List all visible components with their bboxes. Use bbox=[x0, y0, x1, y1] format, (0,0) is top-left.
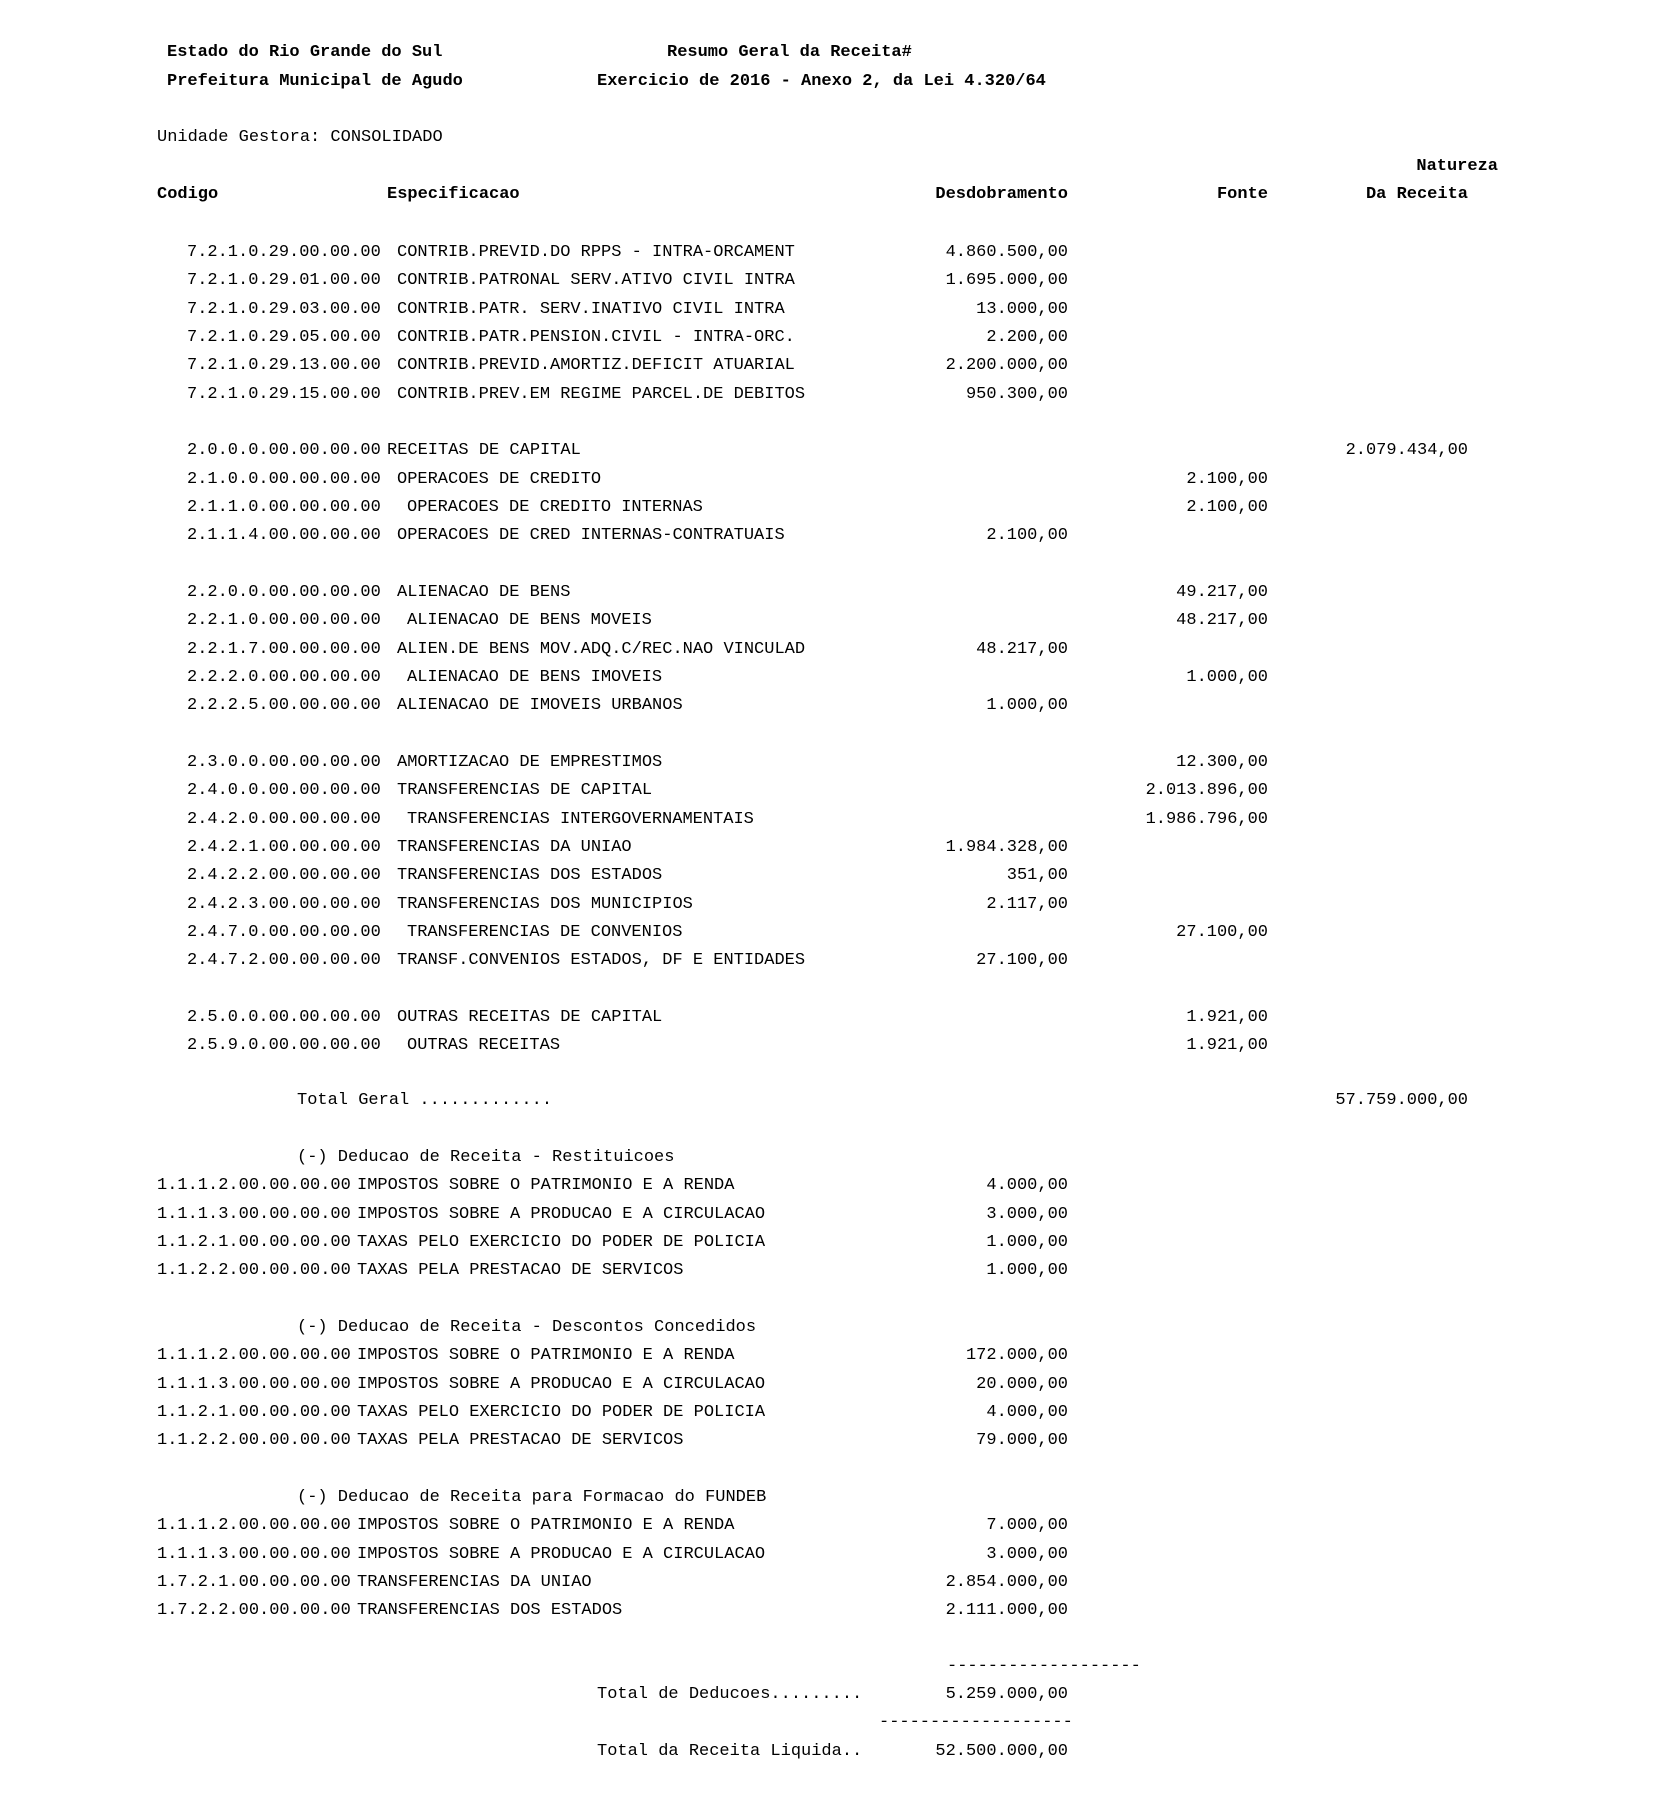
deducao-valor: 1.000,00 bbox=[986, 1232, 1068, 1252]
deducao-valor: 2.854.000,00 bbox=[945, 1572, 1068, 1592]
row-fonte: 12.300,00 bbox=[1176, 753, 1268, 772]
deducao-especificacao: TRANSFERENCIAS DA UNIAO bbox=[357, 1572, 592, 1592]
row-code: 2.3.0.0.00.00.00.00 bbox=[187, 753, 381, 772]
total-geral-value: 57.759.000,00 bbox=[1335, 1091, 1468, 1110]
row-code: 7.2.1.0.29.00.00.00 bbox=[187, 243, 381, 262]
deducao-valor: 3.000,00 bbox=[986, 1544, 1068, 1564]
col-especificacao: Especificacao bbox=[387, 185, 520, 204]
deducao-code: 1.1.1.3.00.00.00.00 bbox=[157, 1374, 351, 1394]
row-especificacao: TRANSFERENCIAS DE CAPITAL bbox=[397, 781, 653, 800]
org-line-1: Estado do Rio Grande do Sul bbox=[167, 43, 443, 62]
total-deducoes-label: Total de Deducoes......... bbox=[597, 1685, 863, 1704]
row-desdobramento: 2.200.000,00 bbox=[945, 356, 1068, 375]
deducao-especificacao: TAXAS PELA PRESTACAO DE SERVICOS bbox=[357, 1431, 684, 1451]
row-code: 2.2.1.0.00.00.00.00 bbox=[187, 611, 381, 630]
unidade-gestora: Unidade Gestora: CONSOLIDADO bbox=[157, 128, 443, 147]
row-desdobramento: 351,00 bbox=[1006, 866, 1068, 885]
row-code: 2.0.0.0.00.00.00.00 bbox=[187, 441, 381, 460]
deducao-code: 1.7.2.1.00.00.00.00 bbox=[157, 1572, 351, 1592]
row-code: 2.4.0.0.00.00.00.00 bbox=[187, 781, 381, 800]
row-code: 7.2.1.0.29.13.00.00 bbox=[187, 356, 381, 375]
row-especificacao: CONTRIB.PREV.EM REGIME PARCEL.DE DEBITOS bbox=[397, 385, 806, 404]
row-especificacao: TRANSFERENCIAS INTERGOVERNAMENTAIS bbox=[407, 810, 754, 829]
row-especificacao: OPERACOES DE CRED INTERNAS-CONTRATUAIS bbox=[397, 526, 785, 545]
deducao-especificacao: IMPOSTOS SOBRE A PRODUCAO E A CIRCULACAO bbox=[357, 1204, 766, 1224]
row-fonte: 49.217,00 bbox=[1176, 583, 1268, 602]
deducao-especificacao: IMPOSTOS SOBRE O PATRIMONIO E A RENDA bbox=[357, 1176, 735, 1196]
row-desdobramento: 1.000,00 bbox=[986, 696, 1068, 715]
deducao-especificacao: TRANSFERENCIAS DOS ESTADOS bbox=[357, 1601, 623, 1621]
total-liquida-value: 52.500.000,00 bbox=[935, 1742, 1068, 1761]
row-code: 2.4.2.3.00.00.00.00 bbox=[187, 895, 381, 914]
deducao-section-title: (-) Deducao de Receita - Restituicoes bbox=[297, 1148, 675, 1167]
row-fonte: 27.100,00 bbox=[1176, 923, 1268, 942]
row-especificacao: ALIENACAO DE IMOVEIS URBANOS bbox=[397, 696, 683, 715]
row-desdobramento: 27.100,00 bbox=[976, 951, 1068, 970]
row-fonte: 48.217,00 bbox=[1176, 611, 1268, 630]
deducao-code: 1.1.2.1.00.00.00.00 bbox=[157, 1402, 351, 1422]
col-codigo: Codigo bbox=[157, 185, 219, 204]
row-code: 2.2.2.0.00.00.00.00 bbox=[187, 668, 381, 687]
row-especificacao: OUTRAS RECEITAS DE CAPITAL bbox=[397, 1008, 663, 1027]
row-especificacao: TRANSFERENCIAS DOS ESTADOS bbox=[397, 866, 663, 885]
row-code: 2.4.7.2.00.00.00.00 bbox=[187, 951, 381, 970]
deducao-valor: 79.000,00 bbox=[976, 1431, 1068, 1451]
row-code: 2.4.2.2.00.00.00.00 bbox=[187, 866, 381, 885]
row-code: 2.2.2.5.00.00.00.00 bbox=[187, 696, 381, 715]
deducao-valor: 4.000,00 bbox=[986, 1402, 1068, 1422]
row-code: 2.2.0.0.00.00.00.00 bbox=[187, 583, 381, 602]
col-natureza-2: Da Receita bbox=[1365, 185, 1468, 204]
row-code: 2.2.1.7.00.00.00.00 bbox=[187, 640, 381, 659]
row-especificacao: CONTRIB.PATR. SERV.INATIVO CIVIL INTRA bbox=[397, 300, 785, 319]
row-code: 2.1.1.0.00.00.00.00 bbox=[187, 498, 381, 517]
row-code: 2.4.2.1.00.00.00.00 bbox=[187, 838, 381, 857]
col-fonte: Fonte bbox=[1216, 185, 1268, 204]
deducao-code: 1.7.2.2.00.00.00.00 bbox=[157, 1601, 351, 1621]
deducao-especificacao: TAXAS PELA PRESTACAO DE SERVICOS bbox=[357, 1261, 684, 1281]
row-code: 7.2.1.0.29.15.00.00 bbox=[187, 385, 381, 404]
deducao-valor: 3.000,00 bbox=[986, 1204, 1068, 1224]
deducao-code: 1.1.2.1.00.00.00.00 bbox=[157, 1232, 351, 1252]
row-especificacao: CONTRIB.PREVID.AMORTIZ.DEFICIT ATUARIAL bbox=[397, 356, 795, 375]
row-especificacao: OUTRAS RECEITAS bbox=[407, 1036, 561, 1055]
deducao-code: 1.1.1.3.00.00.00.00 bbox=[157, 1204, 351, 1224]
row-fonte: 2.100,00 bbox=[1186, 470, 1268, 489]
row-fonte: 1.000,00 bbox=[1186, 668, 1268, 687]
row-especificacao: ALIENACAO DE BENS MOVEIS bbox=[407, 611, 652, 630]
deducao-especificacao: IMPOSTOS SOBRE A PRODUCAO E A CIRCULACAO bbox=[357, 1544, 766, 1564]
row-desdobramento: 950.300,00 bbox=[965, 385, 1068, 404]
row-code: 7.2.1.0.29.03.00.00 bbox=[187, 300, 381, 319]
row-especificacao: RECEITAS DE CAPITAL bbox=[387, 441, 581, 460]
row-fonte: 1.921,00 bbox=[1186, 1036, 1268, 1055]
row-code: 7.2.1.0.29.01.00.00 bbox=[187, 271, 381, 290]
row-desdobramento: 13.000,00 bbox=[976, 300, 1068, 319]
col-desdobramento: Desdobramento bbox=[935, 185, 1068, 204]
col-natureza-1: Natureza bbox=[1416, 157, 1498, 176]
dash-line-2: ------------------- bbox=[879, 1713, 1073, 1732]
row-desdobramento: 1.695.000,00 bbox=[945, 271, 1068, 290]
row-code: 2.5.9.0.00.00.00.00 bbox=[187, 1036, 381, 1055]
deducao-code: 1.1.1.3.00.00.00.00 bbox=[157, 1544, 351, 1564]
row-especificacao: TRANSFERENCIAS DE CONVENIOS bbox=[407, 923, 683, 942]
report-subtitle: Exercicio de 2016 - Anexo 2, da Lei 4.320/64 bbox=[597, 72, 1046, 91]
row-desdobramento: 2.117,00 bbox=[986, 895, 1068, 914]
deducao-especificacao: IMPOSTOS SOBRE O PATRIMONIO E A RENDA bbox=[357, 1346, 735, 1366]
deducao-code: 1.1.1.2.00.00.00.00 bbox=[157, 1346, 351, 1366]
row-especificacao: AMORTIZACAO DE EMPRESTIMOS bbox=[397, 753, 663, 772]
row-code: 2.1.0.0.00.00.00.00 bbox=[187, 470, 381, 489]
row-especificacao: TRANSF.CONVENIOS ESTADOS, DF E ENTIDADES bbox=[397, 951, 806, 970]
row-fonte: 1.986.796,00 bbox=[1145, 810, 1268, 829]
deducao-especificacao: IMPOSTOS SOBRE A PRODUCAO E A CIRCULACAO bbox=[357, 1374, 766, 1394]
row-code: 2.5.0.0.00.00.00.00 bbox=[187, 1008, 381, 1027]
org-line-2: Prefeitura Municipal de Agudo bbox=[167, 72, 463, 91]
deducao-especificacao: IMPOSTOS SOBRE O PATRIMONIO E A RENDA bbox=[357, 1516, 735, 1536]
deducao-especificacao: TAXAS PELO EXERCICIO DO PODER DE POLICIA bbox=[357, 1232, 766, 1252]
row-natureza: 2.079.434,00 bbox=[1345, 441, 1468, 460]
row-especificacao: CONTRIB.PREVID.DO RPPS - INTRA-ORCAMENT bbox=[397, 243, 795, 262]
row-especificacao: TRANSFERENCIAS DA UNIAO bbox=[397, 838, 632, 857]
row-fonte: 1.921,00 bbox=[1186, 1008, 1268, 1027]
deducao-valor: 20.000,00 bbox=[976, 1374, 1068, 1394]
dash-line-1: ------------------- bbox=[947, 1657, 1141, 1676]
deducao-code: 1.1.2.2.00.00.00.00 bbox=[157, 1261, 351, 1281]
deducao-valor: 1.000,00 bbox=[986, 1261, 1068, 1281]
deducao-section-title: (-) Deducao de Receita - Descontos Concedidos bbox=[297, 1318, 757, 1337]
row-especificacao: OPERACOES DE CREDITO bbox=[397, 470, 602, 489]
row-especificacao: TRANSFERENCIAS DOS MUNICIPIOS bbox=[397, 895, 693, 914]
row-especificacao: ALIENACAO DE BENS bbox=[397, 583, 571, 602]
deducao-code: 1.1.2.2.00.00.00.00 bbox=[157, 1431, 351, 1451]
deducao-valor: 4.000,00 bbox=[986, 1176, 1068, 1196]
row-desdobramento: 2.200,00 bbox=[986, 328, 1068, 347]
deducao-code: 1.1.1.2.00.00.00.00 bbox=[157, 1516, 351, 1536]
row-especificacao: ALIENACAO DE BENS IMOVEIS bbox=[407, 668, 663, 687]
report-title: Resumo Geral da Receita# bbox=[667, 43, 912, 62]
total-geral-label: Total Geral ............. bbox=[297, 1091, 553, 1110]
total-deducoes-value: 5.259.000,00 bbox=[945, 1685, 1068, 1704]
deducao-code: 1.1.1.2.00.00.00.00 bbox=[157, 1176, 351, 1196]
total-liquida-label: Total da Receita Liquida.. bbox=[597, 1742, 863, 1761]
row-desdobramento: 48.217,00 bbox=[976, 640, 1068, 659]
row-desdobramento: 2.100,00 bbox=[986, 526, 1068, 545]
row-code: 2.4.2.0.00.00.00.00 bbox=[187, 810, 381, 829]
row-especificacao: CONTRIB.PATRONAL SERV.ATIVO CIVIL INTRA bbox=[397, 271, 795, 290]
deducao-valor: 172.000,00 bbox=[965, 1346, 1068, 1366]
row-code: 2.1.1.4.00.00.00.00 bbox=[187, 526, 381, 545]
deducao-especificacao: TAXAS PELO EXERCICIO DO PODER DE POLICIA bbox=[357, 1402, 766, 1422]
row-code: 7.2.1.0.29.05.00.00 bbox=[187, 328, 381, 347]
row-desdobramento: 1.984.328,00 bbox=[945, 838, 1068, 857]
row-fonte: 2.100,00 bbox=[1186, 498, 1268, 517]
row-especificacao: ALIEN.DE BENS MOV.ADQ.C/REC.NAO VINCULAD bbox=[397, 640, 806, 659]
deducao-valor: 2.111.000,00 bbox=[945, 1601, 1068, 1621]
row-especificacao: CONTRIB.PATR.PENSION.CIVIL - INTRA-ORC. bbox=[397, 328, 795, 347]
row-code: 2.4.7.0.00.00.00.00 bbox=[187, 923, 381, 942]
deducao-valor: 7.000,00 bbox=[986, 1516, 1068, 1536]
row-fonte: 2.013.896,00 bbox=[1145, 781, 1268, 800]
deducao-section-title: (-) Deducao de Receita para Formacao do FUNDEB bbox=[297, 1488, 767, 1507]
row-especificacao: OPERACOES DE CREDITO INTERNAS bbox=[407, 498, 703, 517]
row-desdobramento: 4.860.500,00 bbox=[945, 243, 1068, 262]
